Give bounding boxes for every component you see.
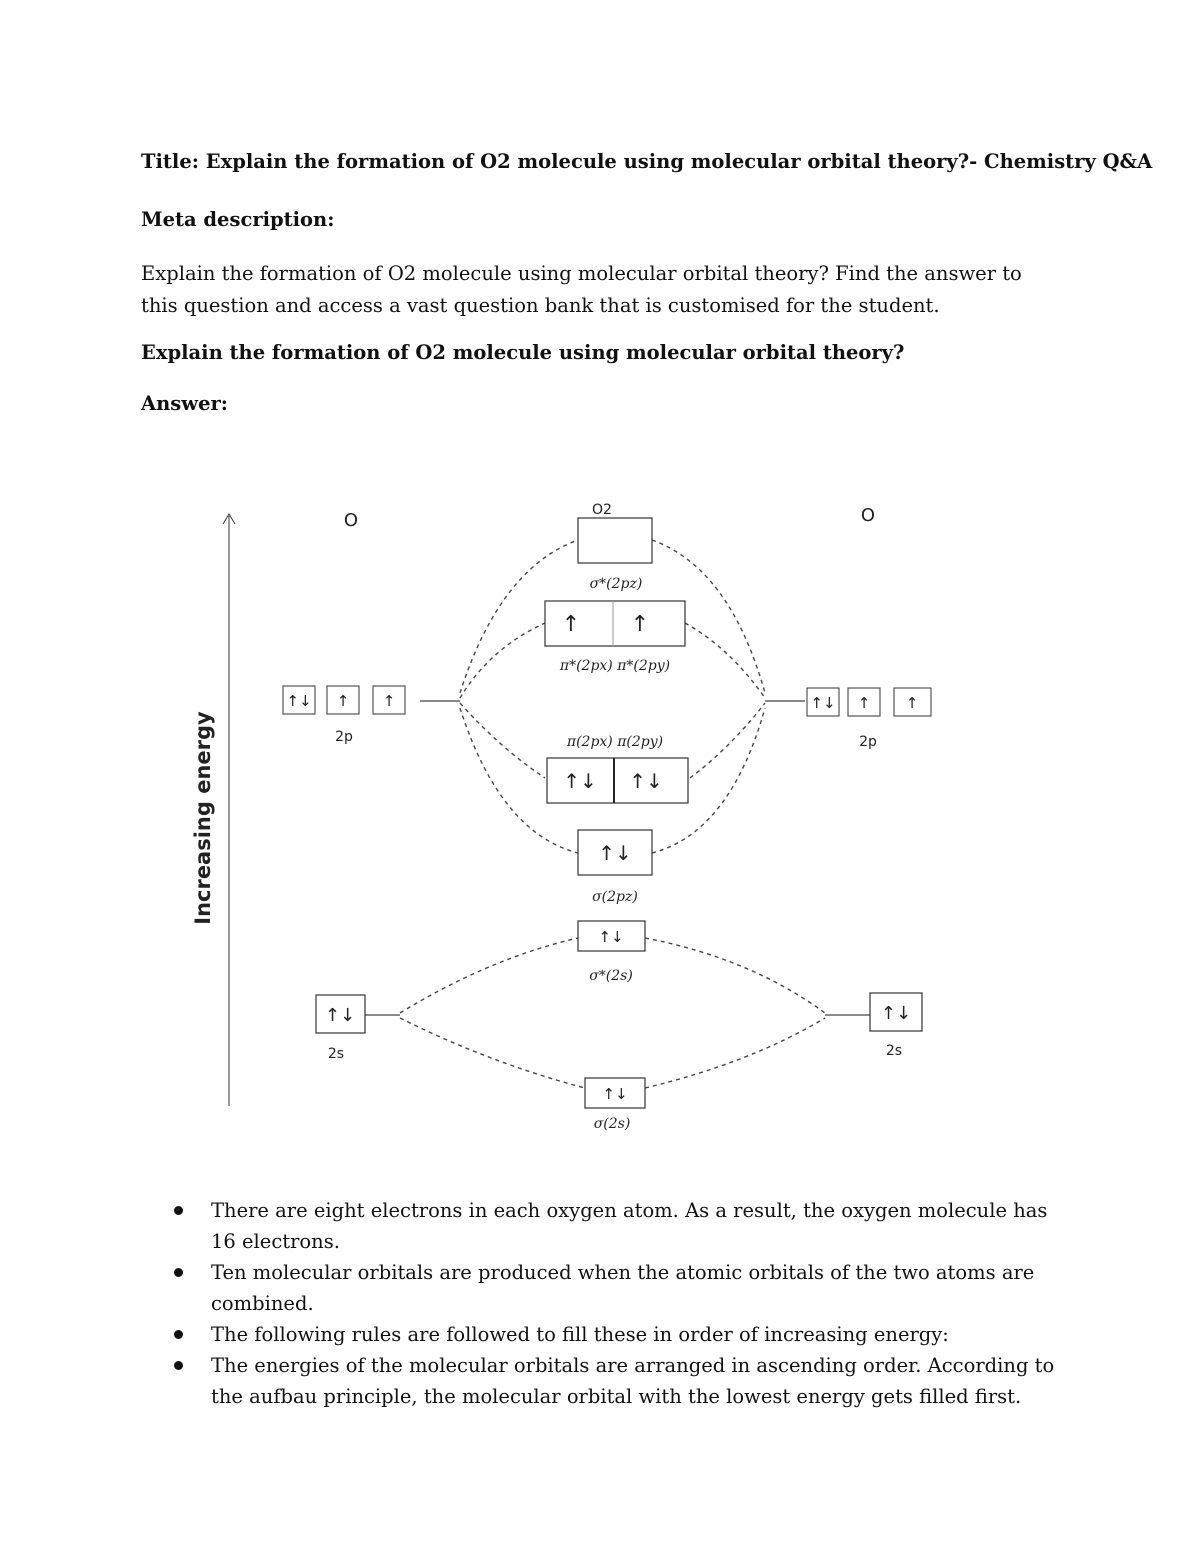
left-2s-label: 2s [327, 1046, 345, 1062]
pi-px-electron: ↑↓ [563, 769, 597, 793]
answer-bullet-list [168, 1195, 1068, 1412]
list-item: The energies of the molecular orbitals are arranged in ascending order. According to the aufbau principle, the molecular orbital with the lowest energy gets filled first. [168, 1350, 1068, 1412]
left-2s-electron: ↑↓ [324, 1005, 356, 1026]
left-2p-electron-2: ↑ [336, 692, 350, 710]
right-2s-electron: ↑↓ [880, 1003, 912, 1024]
left-2p-electron-1: ↑↓ [286, 692, 312, 710]
right-2p-electron-2: ↑ [857, 694, 871, 712]
sigma-2s-electron: ↑↓ [602, 1085, 628, 1103]
right-atom-label: O [860, 505, 876, 526]
axis-label: Increasing energy [191, 711, 215, 925]
sigma-star-2pz-box [578, 518, 652, 563]
meta-description-heading: Meta description: [141, 208, 335, 231]
document-title: Title: Explain the formation of O2 molecule using molecular orbital theory?- Chemistry Q&A [141, 150, 1153, 173]
left-2p-electron-3: ↑ [382, 692, 396, 710]
molecule-label: O2 [592, 502, 612, 518]
right-2s-label: 2s [885, 1043, 903, 1059]
list-item: The following rules are followed to fill these in order of increasing energy: [168, 1319, 1068, 1350]
pi-label: π(2px) π(2py) [566, 734, 664, 750]
bullet-icon [174, 1361, 183, 1370]
bullet-icon [174, 1330, 183, 1339]
right-2p-electron-3: ↑ [905, 694, 919, 712]
sigma-star-2s-label: σ*(2s) [589, 968, 633, 984]
mo-diagram-svg [170, 488, 970, 1148]
pi-star-py-electron: ↑ [630, 612, 650, 637]
right-2p-label: 2p [859, 734, 877, 750]
left-2p-label: 2p [335, 729, 353, 745]
right-2p-electron-1: ↑↓ [810, 694, 836, 712]
bullet-icon [174, 1206, 183, 1215]
question-heading: Explain the formation of O2 molecule using molecular orbital theory? [141, 341, 905, 364]
bullet-icon [174, 1268, 183, 1277]
answer-label: Answer: [141, 392, 228, 415]
pi-star-label: π*(2px) π*(2py) [559, 658, 671, 674]
list-item: There are eight electrons in each oxygen atom. As a result, the oxygen molecule has 16 electrons. [168, 1195, 1068, 1257]
sigma-star-2s-electron: ↑↓ [598, 928, 624, 946]
sigma-2pz-label: σ(2pz) [592, 889, 638, 905]
sigma-2pz-electron: ↑↓ [598, 841, 632, 865]
sigma-star-2pz-label: σ*(2pz) [589, 576, 643, 592]
left-atom-label: O [343, 510, 359, 531]
sigma-2s-label: σ(2s) [593, 1116, 631, 1132]
list-item: Ten molecular orbitals are produced when the atomic orbitals of the two atoms are combined. [168, 1257, 1068, 1319]
pi-star-px-electron: ↑ [561, 612, 581, 637]
mo-diagram [170, 488, 970, 1148]
meta-description-text: Explain the formation of O2 molecule using molecular orbital theory? Find the answer to this question and access a vast question bank that is customised for the student. [141, 262, 1022, 317]
pi-py-electron: ↑↓ [629, 769, 663, 793]
